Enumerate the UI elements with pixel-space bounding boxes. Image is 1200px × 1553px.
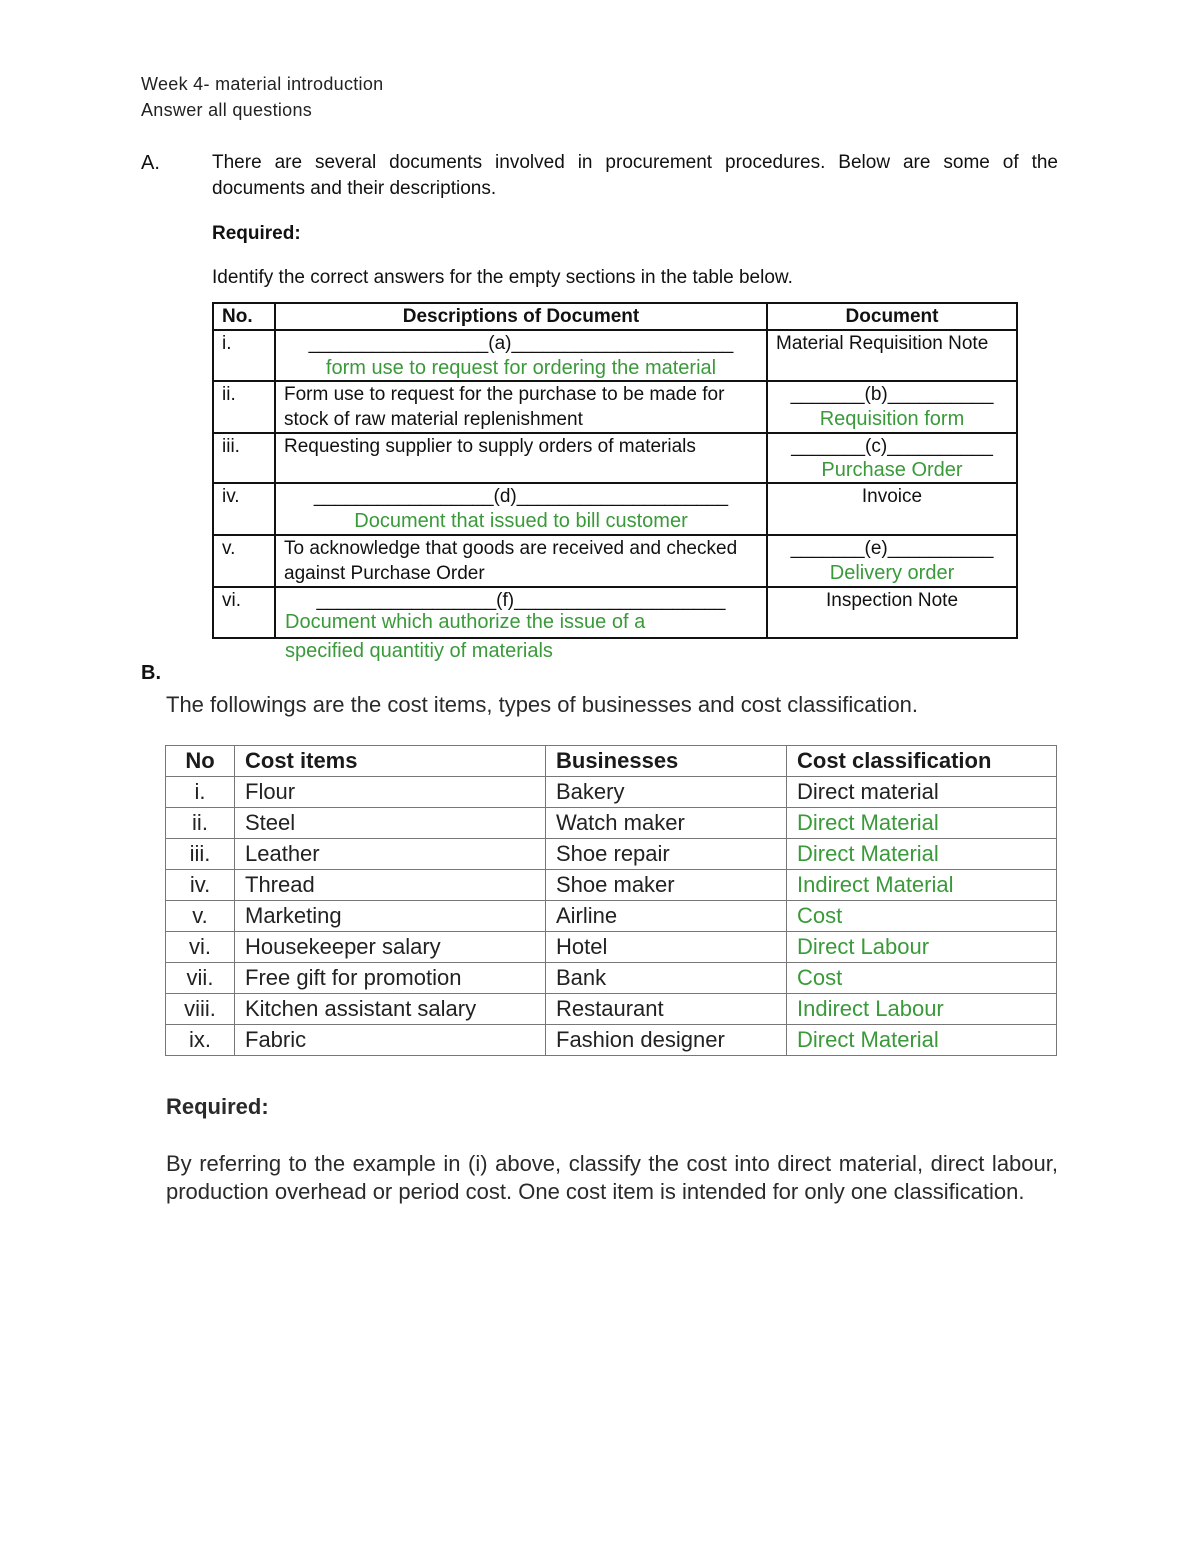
cost-table-header <box>166 746 1057 777</box>
row-no: ix. <box>166 1025 235 1056</box>
table-row <box>166 901 1057 932</box>
row-business: Fashion designer <box>546 1025 787 1056</box>
col-cost-items: Cost items <box>235 746 546 777</box>
table-row <box>166 808 1057 839</box>
table-row <box>166 963 1057 994</box>
row-classification-answer: Direct Labour <box>787 932 1057 963</box>
col-description: Descriptions of Document <box>275 303 767 330</box>
answer-b: Requisition form <box>819 408 965 430</box>
row-cost-item: Marketing <box>235 901 546 932</box>
row-no: iv. <box>213 483 275 535</box>
row-document: Inspection Note <box>767 587 1017 638</box>
row-business: Airline <box>546 901 787 932</box>
row-description <box>275 330 767 381</box>
row-description: Form use to request for the purchase to be made for stock of raw material replenishment <box>275 381 767 433</box>
row-cost-item: Fabric <box>235 1025 546 1056</box>
blank-c: _______(c)__________ <box>791 436 993 457</box>
row-cost-item: Kitchen assistant salary <box>235 994 546 1025</box>
section-b-instruction: By referring to the example in (i) above, classify the cost into direct material, direct labour, production overhead or period cost. One cost item is intended for only one classification. <box>166 1151 1058 1204</box>
row-cost-item: Housekeeper salary <box>235 932 546 963</box>
col-businesses: Businesses <box>546 746 787 777</box>
row-description <box>275 483 767 535</box>
answer-c: Purchase Order <box>821 459 963 481</box>
row-classification-answer: Indirect Material <box>787 870 1057 901</box>
row-no: iv. <box>166 870 235 901</box>
row-no: v. <box>166 901 235 932</box>
col-document: Document <box>767 303 1017 330</box>
row-no: v. <box>213 535 275 587</box>
row-classification-answer: Cost <box>787 963 1057 994</box>
row-classification-answer: Cost <box>787 901 1057 932</box>
row-no: vii. <box>166 963 235 994</box>
row-business: Hotel <box>546 932 787 963</box>
row-no: vi. <box>166 932 235 963</box>
table-row <box>166 839 1057 870</box>
row-no: viii. <box>166 994 235 1025</box>
cost-table <box>165 745 1057 1056</box>
table-row <box>166 932 1057 963</box>
answer-e: Delivery order <box>829 562 955 584</box>
blank-e: _______(e)__________ <box>790 538 994 559</box>
row-no: i. <box>166 777 235 808</box>
col-no: No. <box>213 303 275 330</box>
row-no: i. <box>213 330 275 381</box>
blank-b: _______(b)__________ <box>790 384 994 405</box>
row-classification-answer: Direct Material <box>787 839 1057 870</box>
row-business: Shoe maker <box>546 870 787 901</box>
section-a-instruction: Identify the correct answers for the empty sections in the table below. <box>212 267 793 288</box>
blank-a: _________________(a)_____________________ <box>308 333 734 354</box>
row-cost-item: Thread <box>235 870 546 901</box>
row-classification-answer: Indirect Labour <box>787 994 1057 1025</box>
row-business: Bank <box>546 963 787 994</box>
table-row <box>213 330 1017 381</box>
section-b-required: Required: <box>166 1094 269 1119</box>
answer-f: Document which authorize the issue of a specified quantitiy of materials <box>285 611 646 662</box>
header-line-2: Answer all questions <box>141 100 313 120</box>
col-cost-classification: Cost classification <box>787 746 1057 777</box>
section-a-required: Required: <box>212 223 301 244</box>
row-no: vi. <box>213 587 275 638</box>
row-description: To acknowledge that goods are received and checked against Purchase Order <box>275 535 767 587</box>
section-b-label: B. <box>141 662 161 684</box>
col-no: No <box>166 746 235 777</box>
row-no: ii. <box>213 381 275 433</box>
row-document <box>767 381 1017 433</box>
section-b-intro: The followings are the cost items, types of businesses and cost classification. <box>166 692 919 717</box>
row-no: iii. <box>166 839 235 870</box>
row-document: Material Requisition Note <box>767 330 1017 381</box>
row-document <box>767 433 1017 483</box>
row-cost-item: Flour <box>235 777 546 808</box>
row-business: Watch maker <box>546 808 787 839</box>
documents-table <box>212 302 1018 639</box>
answer-d: Document that issued to bill customer <box>354 510 688 532</box>
row-classification-answer: Direct Material <box>787 1025 1057 1056</box>
row-document <box>767 535 1017 587</box>
row-classification-answer: Direct Material <box>787 808 1057 839</box>
row-cost-item: Steel <box>235 808 546 839</box>
row-business: Shoe repair <box>546 839 787 870</box>
row-document: Invoice <box>767 483 1017 535</box>
row-cost-item: Free gift for promotion <box>235 963 546 994</box>
section-a-intro: There are several documents involved in procurement procedures. Below are some of the documents and their descriptions. <box>212 152 1058 199</box>
table-row <box>166 994 1057 1025</box>
blank-f: _________________(f)____________________ <box>316 590 726 611</box>
blank-d: _________________(d)____________________ <box>313 486 729 507</box>
table-row <box>213 381 1017 433</box>
row-no: ii. <box>166 808 235 839</box>
row-business: Bakery <box>546 777 787 808</box>
table-row <box>166 870 1057 901</box>
row-description: Requesting supplier to supply orders of materials <box>275 433 767 483</box>
header-line-1: Week 4- material introduction <box>141 74 384 94</box>
table-row <box>213 535 1017 587</box>
row-no: iii. <box>213 433 275 483</box>
table-row <box>166 1025 1057 1056</box>
row-classification: Direct material <box>787 777 1057 808</box>
row-business: Restaurant <box>546 994 787 1025</box>
section-a-label: A. <box>141 152 160 174</box>
table-row <box>166 777 1057 808</box>
table-row <box>213 483 1017 535</box>
row-cost-item: Leather <box>235 839 546 870</box>
table-row <box>213 433 1017 483</box>
documents-table-header <box>213 303 1017 330</box>
answer-a: form use to request for ordering the material <box>325 357 717 379</box>
